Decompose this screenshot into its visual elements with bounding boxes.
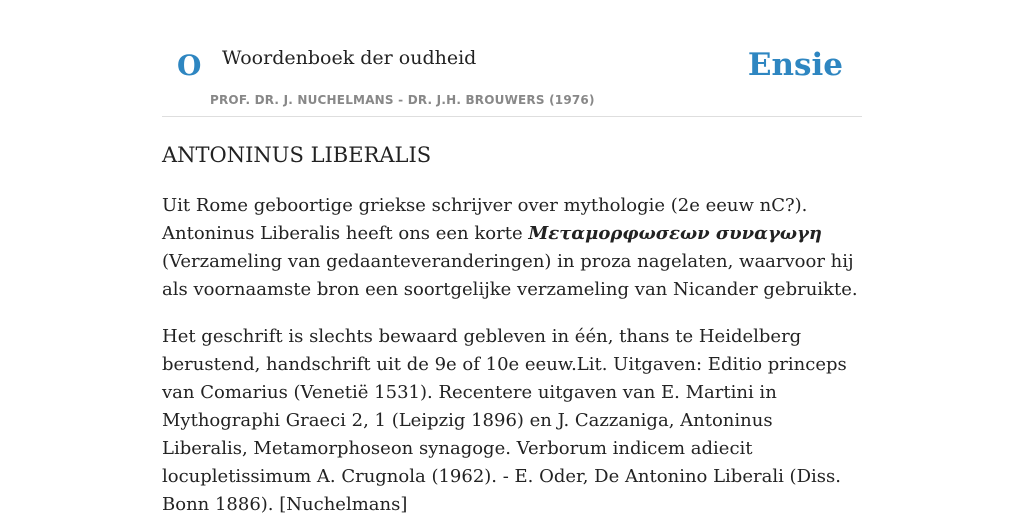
greek-title: Μεταμορφωσεων συναγωγη: [528, 223, 822, 244]
entry-paragraph-1: [162, 192, 862, 304]
entry-title: ANTONINUS LIBERALIS: [162, 143, 432, 167]
page: [162, 0, 862, 515]
brand-logo-link[interactable]: Ensie: [747, 47, 843, 83]
paragraph-1-text-before: Uit Rome geboortige griekse schrijver over mythologie (2e eeuw nC?). Antoninus Liberalis heeft ons een korte: [162, 195, 808, 244]
paragraph-1-text-after: (Verzameling van gedaanteveranderingen) in proza nagelaten, waarvoor hij als voornaamste bron een soortgelijke verzameling van Nicander gebruikte.: [162, 251, 858, 300]
dictionary-authors: PROF. DR. J. NUCHELMANS - DR. J.H. BROUWERS (1976): [210, 93, 595, 107]
dictionary-title[interactable]: Woordenboek der oudheid: [222, 47, 477, 69]
section-letter: O: [177, 49, 202, 82]
entry-paragraph-2: Het geschrift is slechts bewaard gebleven in één, thans te Heidelberg berustend, handschrift uit de 9e of 10e eeuw.Lit. Uitgaven: Editio princeps van Comarius (Venetië 1531). Recentere uitgaven van E. Martini in Mythographi Graeci 2, 1 (Leipzig 1896) en J. Cazzaniga, Antoninus Liberalis, Metamorphoseon synagoge. Verborum indicem adiecit locupletissimum A. Crugnola (1962). - E. Oder, De Antonino Liberali (Diss. Bonn 1886). [Nuchelmans]: [162, 326, 847, 515]
dictionary-header: [162, 0, 862, 117]
